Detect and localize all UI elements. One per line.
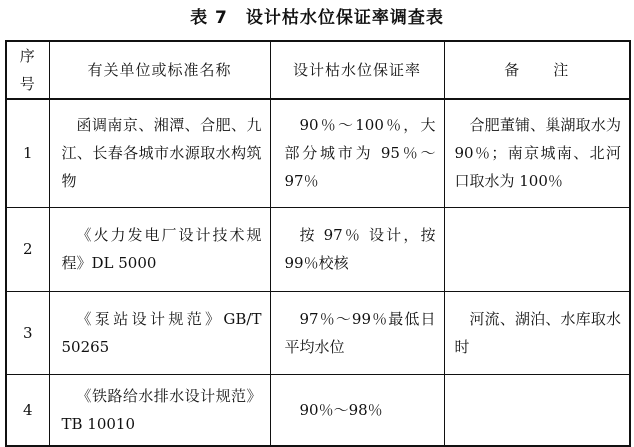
row-source: 《火力发电厂设计技术规程》DL 5000 [49,207,270,291]
table-row [6,99,630,207]
header-source: 有关单位或标准名称 [49,41,270,99]
row-rate: 90％～100％，大部分城市为 95％～97％ [270,99,444,207]
header-rate: 设计枯水位保证率 [270,41,444,99]
table-row [6,207,630,291]
row-source: 《铁路给水排水设计规范》TB 10010 [49,374,270,446]
row-index: 1 [6,99,49,207]
row-index: 2 [6,207,49,291]
row-rate: 按 97％ 设计，按 99％校核 [270,207,444,291]
row-rate: 90％～98％ [270,374,444,446]
row-remarks [444,207,630,291]
header-remarks-first: 备 [504,61,521,79]
header-index: 序号 [6,41,49,99]
row-remarks: 合肥董铺、巢湖取水为 90％；南京城南、北河口取水为 100％ [444,99,630,207]
header-row [6,41,630,99]
table-number: 表 7 [190,8,228,28]
row-index: 4 [6,374,49,446]
header-remarks-second: 注 [553,61,570,79]
row-source: 函调南京、湘潭、合肥、九江、长春各城市水源取水构筑物 [49,99,270,207]
page-title [0,6,634,30]
row-index: 3 [6,291,49,374]
row-remarks: 河流、湖泊、水库取水时 [444,291,630,374]
header-remarks [444,41,630,99]
row-remarks [444,374,630,446]
table-row [6,291,630,374]
row-rate: 97％～99％最低日平均水位 [270,291,444,374]
row-source: 《泵站设计规范》GB/T 50265 [49,291,270,374]
table-title-text: 设计枯水位保证率调查表 [245,8,444,28]
survey-table [5,40,631,447]
table-row [6,374,630,446]
